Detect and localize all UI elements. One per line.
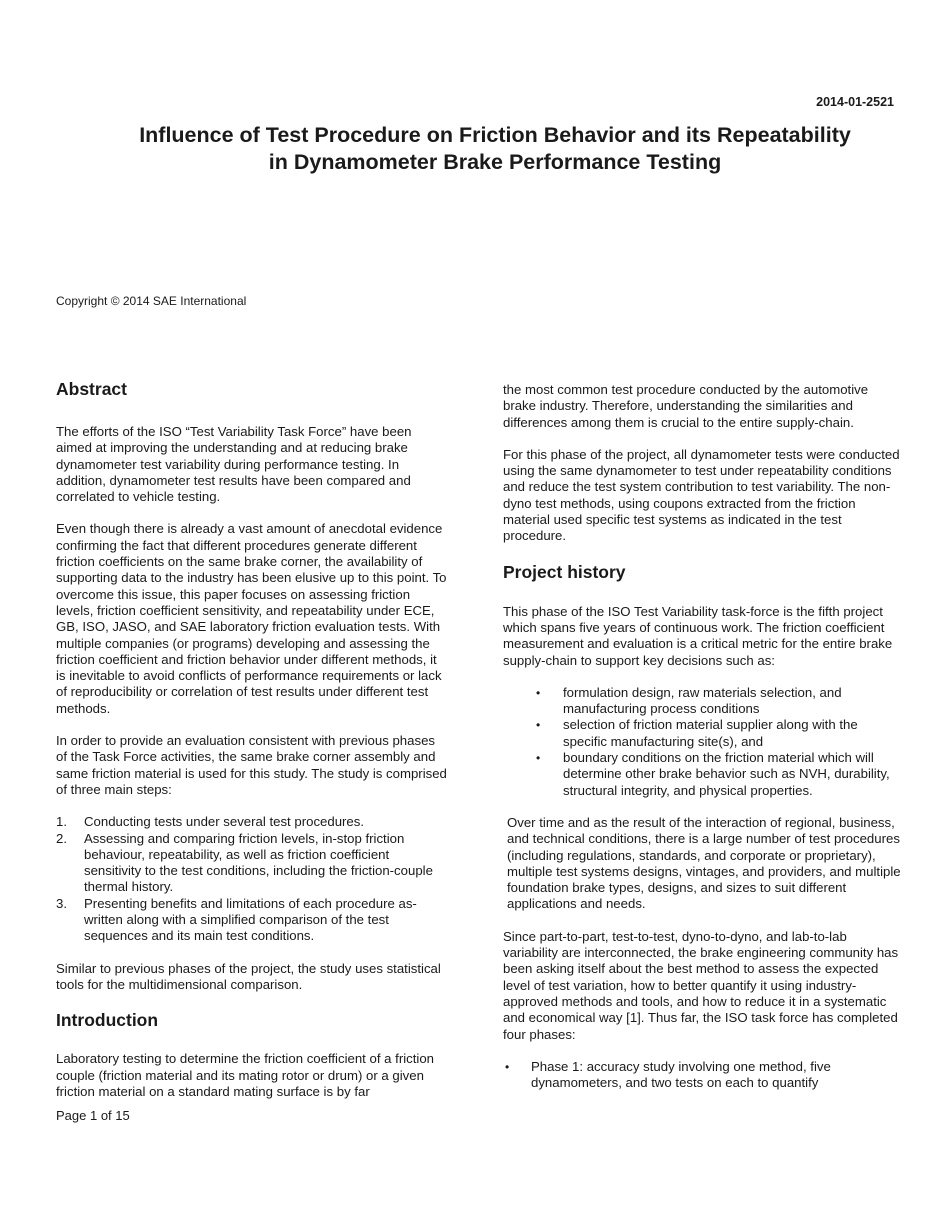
list-item: 2. Assessing and comparing friction levels, in-stop friction behaviour, repeatability, as well as friction coefficient sensitivity to the test conditions, including the friction-couple thermal history. — [56, 830, 433, 895]
history-paragraph-1: This phase of the ISO Test Variability task-force is the fifth project which spans five years of continuous work. The friction coefficient measurement and evaluation is a critical metric for the entire brake supply-chain to support key decisions such as: — [503, 603, 893, 668]
abstract-paragraph-3: In order to provide an evaluation consistent with previous phases of the Task Force activities, the same brake corner assembly and same friction material is used for this study. The study is comprised of three main steps: — [56, 733, 447, 797]
list-item: • boundary conditions on the friction material which will determine other brake behavior such as NVH, durability, structural integrity, and physical properties. — [536, 750, 890, 798]
list-item: 1. Conducting tests under several test procedures. — [56, 814, 365, 830]
history-paragraph-2: Over time and as the result of the interaction of regional, business, and technical conditions, there is a large number of test procedures (including regulations, standards, and corporate or proprietary), multiple test systems designs, vintages, and providers, and multiple foundation brake types, designs, and sizes to suit different applications and needs. — [507, 814, 901, 912]
introduction-paragraph-2: For this phase of the project, all dynamometer tests were conducted using the same dynamometer to test under repeatability conditions and reduce the test system contribution to test variability. The non-dyno test methods, using coupons extracted from the friction material used specific test systems as indicated in the test procedure. — [503, 446, 900, 544]
list-item: 3. Presenting benefits and limitations of each procedure as-written along with a simplified comparison of the test sequences and its main test conditions. — [56, 895, 417, 944]
bullet-icon: • — [536, 751, 541, 766]
document-id: 2014-01-2521 — [816, 95, 894, 109]
abstract-paragraph-4: Similar to previous phases of the project, the study uses statistical tools for the multidimensional comparison. — [56, 960, 441, 992]
bullet-icon: • — [505, 1059, 510, 1074]
list-item: • Phase 1: accuracy study involving one method, five dynamometers, and two tests on each to quantify — [505, 1058, 831, 1091]
decisions-bullet-list — [503, 685, 901, 799]
left-column — [56, 378, 448, 1116]
phases-bullet-list — [503, 1059, 901, 1092]
list-item: • selection of friction material supplier along with the specific manufacturing site(s), and — [536, 717, 858, 749]
right-column — [503, 382, 901, 1107]
title-line-2: in Dynamometer Brake Performance Testing — [268, 150, 722, 174]
abstract-paragraph-1: The efforts of the ISO “Test Variability Task Force” have been aimed at improving the understanding and at reducing brake dynamometer test variability during performance testing. In addition, dynamometer test results have been compared and correlated to vehicle testing. — [56, 424, 412, 505]
paper-title — [60, 122, 930, 176]
bullet-icon: • — [536, 685, 541, 700]
project-history-heading: Project history — [503, 561, 626, 582]
study-steps-list — [56, 814, 448, 944]
introduction-paragraph: Laboratory testing to determine the friction coefficient of a friction couple (friction material and its mating rotor or drum) or a given friction material on a standard mating surface is by far — [56, 1051, 435, 1099]
abstract-heading: Abstract — [56, 379, 127, 399]
introduction-paragraph-cont: the most common test procedure conducted by the automotive brake industry. Therefore, understanding the similarities and differences among them is crucial to the entire supply-chain. — [503, 382, 869, 430]
history-paragraph-3: Since part-to-part, test-to-test, dyno-to-dyno, and lab-to-lab variability are interconnected, the brake engineering community has been asking itself about the best method to assess the expected level of test variation, how to better quantify it using industry-approved methods and tools, and how to reduce it in a systematic and economical way [1]. Thus far, the ISO task force has completed four phases: — [503, 928, 899, 1042]
list-item: • formulation design, raw materials selection, and manufacturing process conditions — [536, 684, 842, 717]
copyright-notice: Copyright © 2014 SAE International — [56, 294, 247, 308]
abstract-paragraph-2: Even though there is already a vast amount of anecdotal evidence confirming the fact that different procedures generate different friction coefficients on the same brake corner, the availability of supporting data to the industry has been elusive up to this point. To overcome this issue, this paper focuses on assessing friction levels, friction coefficient sensitivity, and repeatability under ECE, GB, ISO, JASO, and SAE laboratory friction evaluation tests. With multiple companies (or programs) developing and assessing the friction coefficient and friction behavior under different methods, it is inevitable to avoid conflicts of performance requirements or lack of reproducibility or correlation of test results under different test methods. — [56, 521, 447, 716]
introduction-heading: Introduction — [56, 1010, 159, 1031]
title-line-1: Influence of Test Procedure on Friction Behavior and its Repeatability — [139, 123, 851, 147]
page-number: Page 1 of 15 — [56, 1108, 130, 1123]
bullet-icon: • — [536, 718, 541, 733]
